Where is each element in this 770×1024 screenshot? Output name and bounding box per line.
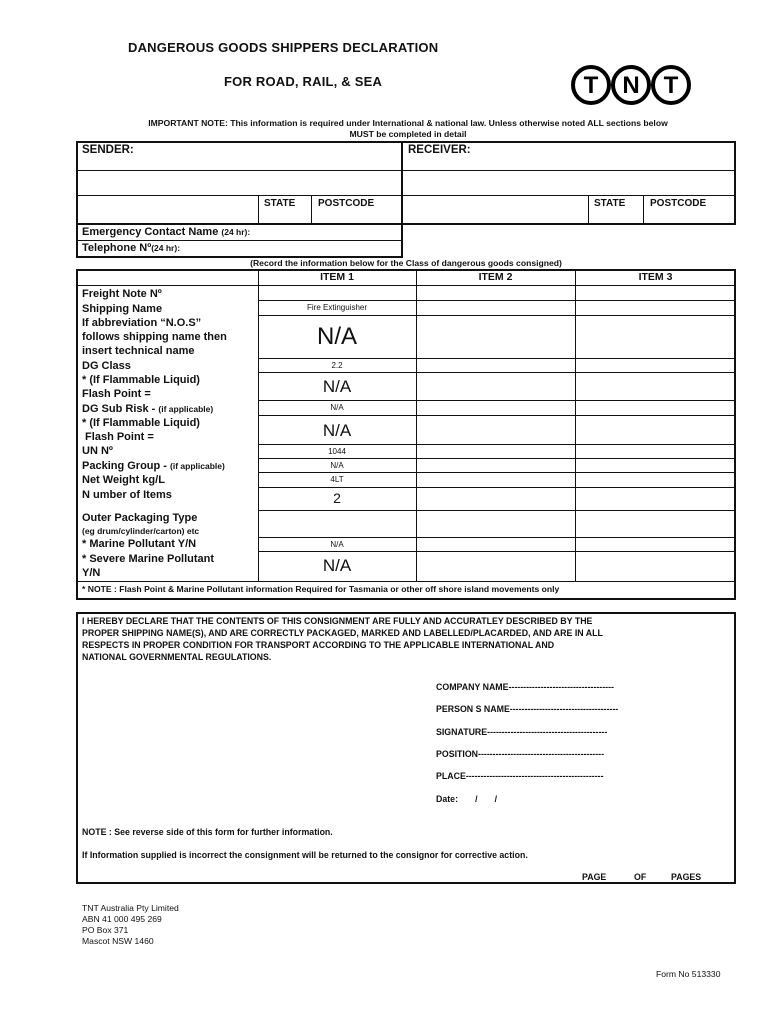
item1-shipping-name[interactable]: Fire Extinguisher xyxy=(306,303,368,312)
form-number: Form No 513330 xyxy=(656,969,721,979)
item1-net-weight[interactable]: 4LT xyxy=(330,475,344,484)
item1-header: ITEM 1 xyxy=(320,271,354,283)
company-address: TNT Australia Pty Limited ABN 41 000 495 269 PO Box 371 Mascot NSW 1460 xyxy=(82,903,179,946)
parties-box xyxy=(76,141,736,225)
form-subtitle: FOR ROAD, RAIL, & SEA xyxy=(224,74,383,89)
nos-label: If abbreviation “N.O.S” follows shipping name then insert technical name xyxy=(82,317,227,357)
marine-pollutant-label: * Marine Pollutant Y/N xyxy=(82,538,197,550)
dg-class-label: DG Class xyxy=(82,360,131,372)
number-items-label: N umber of Items xyxy=(82,489,172,501)
signature-field[interactable]: SIGNATURE----------------------------------------- xyxy=(436,727,608,737)
freight-note-label: Freight Note Nº xyxy=(82,288,162,300)
item1-packing-group[interactable]: N/A xyxy=(330,461,344,470)
pages-label: PAGES xyxy=(671,872,702,882)
sender-state-label: STATE xyxy=(264,198,296,209)
receiver-postcode-label: POSTCODE xyxy=(650,198,707,209)
item1-marine-pollutant[interactable]: N/A xyxy=(330,540,344,549)
item1-flash-point1[interactable]: N/A xyxy=(322,377,352,396)
record-note: (Record the information below for the Class of dangerous goods consigned) xyxy=(250,258,562,268)
page-label: PAGE xyxy=(582,872,607,882)
shipping-name-label: Shipping Name xyxy=(82,303,163,315)
receiver-label: RECEIVER: xyxy=(408,144,471,156)
tnt-logo xyxy=(570,64,692,106)
item1-flash-point2[interactable]: N/A xyxy=(322,421,352,440)
sender-label: SENDER: xyxy=(82,144,134,156)
emergency-contact-label: Emergency Contact Name (24 hr): xyxy=(82,226,251,238)
net-weight-label: Net Weight kg/L xyxy=(82,474,165,486)
flammable1-label: * (If Flammable Liquid) Flash Point = xyxy=(82,374,200,400)
place-field[interactable]: PLACE----------------------------------------------- xyxy=(436,771,604,781)
item1-dg-sub-risk[interactable]: N/A xyxy=(330,403,344,412)
of-label: OF xyxy=(634,872,647,882)
item1-severe-marine[interactable]: N/A xyxy=(322,556,352,575)
item3-header: ITEM 3 xyxy=(638,271,673,283)
item2-header: ITEM 2 xyxy=(478,271,513,283)
telephone-label: Telephone Nº(24 hr): xyxy=(82,242,181,254)
svg-text:N: N xyxy=(622,72,640,99)
svg-text:T: T xyxy=(663,72,679,99)
item1-technical-name[interactable]: N/A xyxy=(316,323,357,350)
outer-packaging-label: Outer Packaging Type xyxy=(82,512,198,524)
position-field[interactable]: POSITION------------------------------------------- xyxy=(436,749,604,759)
svg-text:T: T xyxy=(583,72,599,99)
persons-name-field[interactable]: PERSON S NAME------------------------------------- xyxy=(436,704,619,714)
date-field[interactable]: Date: / / xyxy=(436,794,498,804)
dg-sub-risk-label: DG Sub Risk - (if applicable) xyxy=(82,403,214,415)
form-title: DANGEROUS GOODS SHIPPERS DECLARATION xyxy=(128,40,439,55)
declaration-text: I HEREBY DECLARE THAT THE CONTENTS OF THIS CONSIGNMENT ARE FULLY AND ACCURATLEY DESCRIBED BY THE PROPER SHIPPING NAME(S), AND ARE CORRECTLY PACKAGED, MARKED AND LABELLED/PLACARDED, AND ARE IN ALL RESPECTS IN PROPER CONDITION FOR TRANSPORT ACCORDING TO THE APPLICABLE INTERNATIONAL AND NATIONAL GOVERNMENTAL REGULATIONS. xyxy=(82,616,603,662)
outer-packaging-hint: (eg drum/cylinder/carton) etc xyxy=(82,526,200,536)
incorrect-info-note: If Information supplied is incorrect the consignment will be returned to the consignor for corrective action. xyxy=(82,850,528,860)
reverse-side-note: NOTE : See reverse side of this form for further information. xyxy=(82,827,333,837)
flammable2-label: * (If Flammable Liquid) Flash Point = xyxy=(82,417,200,443)
item1-number-items[interactable]: 2 xyxy=(333,490,341,506)
company-name-field[interactable]: COMPANY NAME------------------------------------ xyxy=(436,682,614,692)
item1-dg-class[interactable]: 2.2 xyxy=(331,361,343,370)
severe-marine-label: * Severe Marine Pollutant Y/N xyxy=(82,553,215,579)
receiver-state-label: STATE xyxy=(594,198,626,209)
packing-group-label: Packing Group - (if applicable) xyxy=(82,460,225,472)
important-note: IMPORTANT NOTE: This information is required under International & national law. Unless otherwise noted ALL sections below MUST be completed in detail xyxy=(148,118,668,139)
item1-un-no[interactable]: 1044 xyxy=(328,447,346,456)
un-no-label: UN Nº xyxy=(82,445,113,457)
sender-postcode-label: POSTCODE xyxy=(318,198,375,209)
flash-point-note: * NOTE : Flash Point & Marine Pollutant information Required for Tasmania or other off shore island movements only xyxy=(82,584,560,594)
